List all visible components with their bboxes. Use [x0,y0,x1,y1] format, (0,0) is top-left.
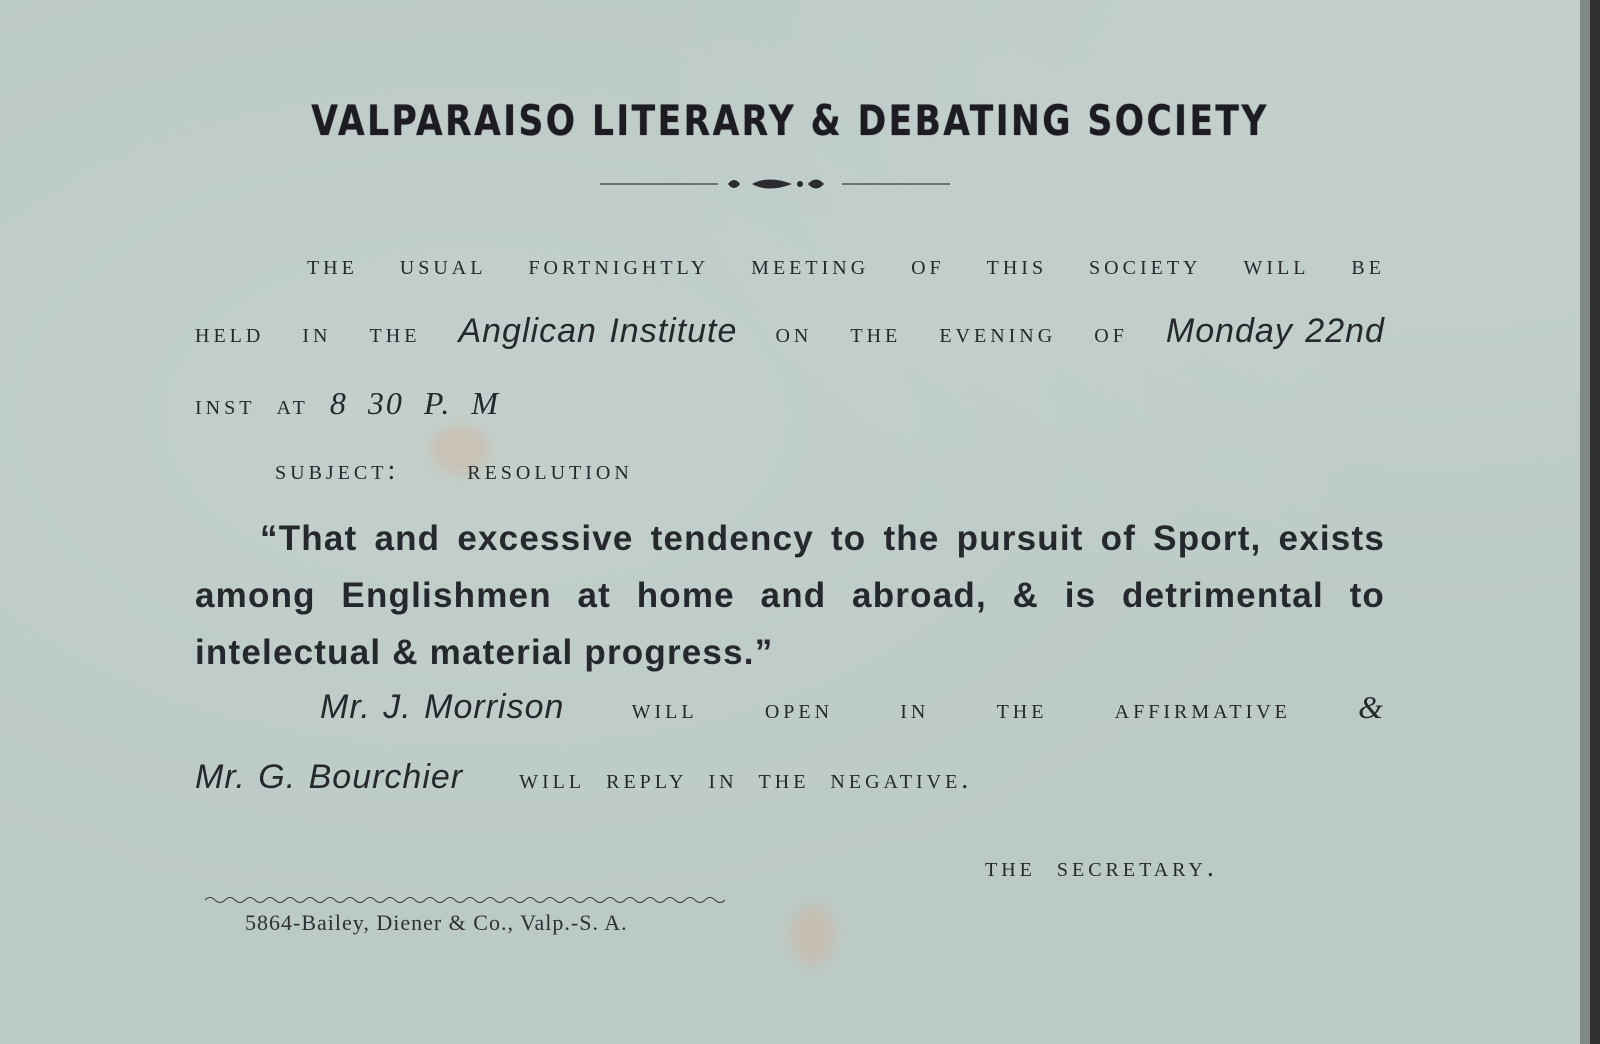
subject-value: resolution [467,455,633,486]
stain-mark [790,905,835,965]
intro-line-1 [195,250,1385,282]
speaker-word: affirmative [1114,694,1291,725]
society-heading: VALPARAISO LITERARY & DEBATING SOCIETY [311,96,1269,145]
subject-line [275,455,875,487]
intro-word: the [306,250,358,281]
subject-label: subject: [275,455,400,486]
speaker-word: will [631,694,698,725]
resolution-text: “That and excessive tendency to the pursuit of Sport, exists among Englishmen at home and abroad, & is detrimental to intelectual & material progress.” [195,519,1385,672]
intro-word: on [775,318,813,349]
ampersand: & [1358,689,1385,725]
intro-line-2 [195,312,1385,351]
ornament-divider [600,176,970,196]
intro-word: will [1243,250,1310,281]
printer-imprint: 5864-Bailey, Diener & Co., Valp.-S. A. [245,910,628,935]
negative-text: will reply in the negative. [519,764,973,795]
affirmative-speaker: Mr. J. Morrison [320,688,565,726]
intro-word: evening [939,318,1057,349]
intro-word: of [911,250,945,281]
intro-word: meeting [751,250,870,281]
intro-word: held [195,318,265,349]
intro-line-3 [195,385,1385,422]
intro-word: fortnightly [528,250,710,281]
meeting-time: 8 30 P. M [329,385,500,421]
intro-word: in [302,318,332,349]
negative-speaker: Mr. G. Bourchier [195,758,464,796]
intro-word: this [986,250,1048,281]
negative-line [195,758,1385,797]
speaker-word: open [764,694,834,725]
meeting-date: Monday 22nd [1165,312,1385,350]
intro-word: usual [399,250,487,281]
wavy-rule [205,894,725,906]
intro-word: society [1089,250,1202,281]
intro-word: of [1094,318,1128,349]
affirmative-line [320,688,1385,727]
card-edge [1580,0,1590,1044]
intro-word: be [1351,250,1385,281]
intro-word: inst at [195,390,309,421]
speaker-word: in [900,694,930,725]
speaker-word: the [996,694,1048,725]
signature: the secretary. [985,852,1218,883]
intro-word: the [369,318,421,349]
intro-word: the [850,318,902,349]
venue-name: Anglican Institute [458,312,738,350]
